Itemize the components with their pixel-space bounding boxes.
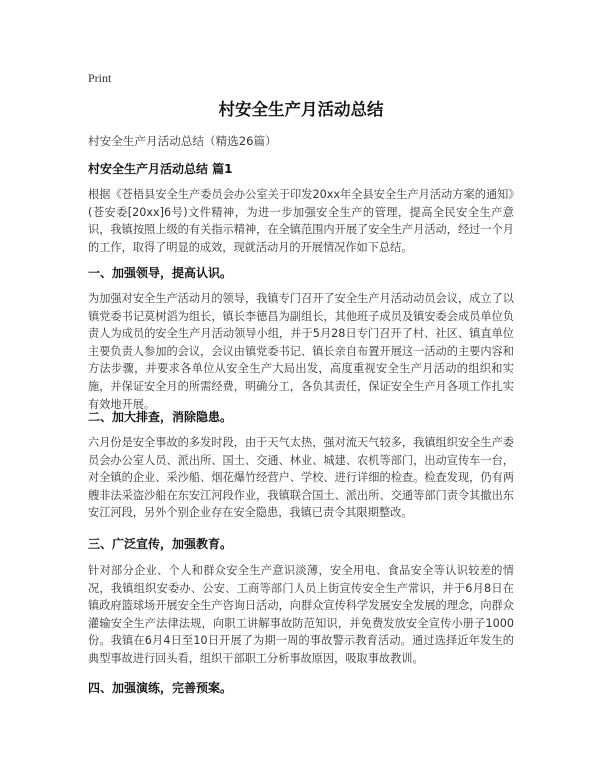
- section-body-1: 为加强对安全生产活动月的领导，我镇专门召开了安全生产月活动动员会议，成立了以镇党委书记莫树滔为组长，镇长李德昌为副组长，其他班子成员及镇安委会成员单位负责人为成员的安全生产月活动领导小组，并于5月28日专门召开了村、社区、镇直单位主要负责人参加的会议，会议由镇党委书记、镇长亲自布置开展这一活动的主要内容和方法步骤，并要求各单位从安全生产大局出发，高度重视安全生产月活动的组织和实施，并保证安全月的所需经费，明确分工，各负其责任，保证安全生产月各项工作扎实有效地开展。: [88, 292, 514, 411]
- article-heading: 村安全生产月活动总结 篇1: [88, 162, 233, 176]
- document-subtitle: 村安全生产月活动总结（精选26篇）: [88, 134, 277, 148]
- intro-paragraph: 根据《苍梧县安全生产委员会办公室关于印发20xx年全县安全生产月活动方案的通知》(苍安委[20xx]6号)文件精神，为进一步加强安全生产的管理，提高全民安全生产意识，我镇按照上级的有关指示精神，在全镇范围内开展了安全生产月活动，经过一个月的工作，取得了明显的成效，现就活动月的开展情况作如下总结。: [88, 188, 514, 254]
- section-heading-4: 四、加强演练，完善预案。: [88, 681, 233, 695]
- section-body-2: 六月份是安全事故的多发时段，由于天气太热，强对流天气较多，我镇组织安全生产委员会办公室人员、派出所、国土、交通、林业、城建、农机等部门，出动宣传车一台，对全镇的企业、采沙船、烟花爆竹经营户、学校、进行详细的检查。检查发现，仍有两艘非法采盗沙船在东安江河段作业，我镇联合国土、派出所、交通等部门责令其撤出东安江河段，另外个别企业存在安全隐患，我镇已责令其限期整改。: [88, 436, 514, 520]
- section-heading-1: 一、加强领导，提高认识。: [88, 266, 233, 280]
- section-body-3: 针对部分企业、个人和群众安全生产意识淡薄，安全用电、食品安全等认识较差的情况，我镇组织安委办、公安、工商等部门人员上街宣传安全生产常识，并于6月8日在镇政府篮球场开展安全生产咨询日活动，向群众宣传科学发展安全发展的理念，向群众灌输安全生产法律法规，向职工讲解事故防范知识，并免费发放安全宣传小册子1000份。我镇在6月4日至10日开展了为期一周的事故警示教育活动。通过选择近年发生的典型事故进行回头看，组织干部职工分析事故原因，吸取事故教训。: [88, 564, 514, 665]
- page-title: 村安全生产月活动总结: [218, 100, 384, 119]
- print-link[interactable]: Print: [88, 71, 112, 85]
- section-heading-3: 三、广泛宣传，加强教育。: [88, 537, 233, 551]
- section-heading-2: 二、加大排查，消除隐患。: [88, 410, 233, 424]
